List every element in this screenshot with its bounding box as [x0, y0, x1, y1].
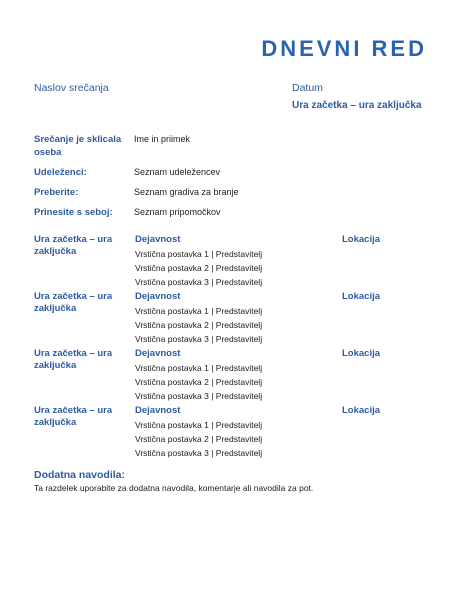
agenda-item: Vrstična postavka 3 | Predstavitelj — [135, 448, 263, 458]
agenda-activity: Dejavnost — [135, 234, 181, 245]
agenda-items — [135, 361, 262, 403]
agenda-items — [135, 247, 262, 289]
agenda-item: Vrstična postavka 2 | Predstavitelj — [135, 377, 263, 387]
info-value: Seznam gradiva za branje — [134, 187, 239, 197]
agenda-item: Vrstična postavka 3 | Predstavitelj — [135, 334, 263, 344]
agenda-blocks — [34, 234, 434, 462]
agenda-items — [135, 304, 262, 346]
meeting-info — [34, 133, 434, 226]
agenda-item: Vrstična postavka 2 | Predstavitelj — [135, 320, 263, 330]
info-value: Seznam udeležencev — [134, 167, 221, 177]
meeting-time-range: Ura začetka – ura zaključka — [292, 100, 422, 111]
info-label: Udeleženci: — [34, 167, 87, 178]
agenda-block — [34, 291, 434, 348]
agenda-time: Ura začetka – ura zaključka — [34, 234, 113, 257]
agenda-item: Vrstična postavka 1 | Predstavitelj — [135, 249, 263, 259]
info-row-bring — [34, 206, 434, 219]
notes-heading: Dodatna navodila: — [34, 469, 126, 481]
agenda-block — [34, 405, 434, 462]
info-row-organizer — [34, 133, 434, 159]
meeting-date: Datum — [292, 82, 323, 94]
agenda-item: Vrstična postavka 2 | Predstavitelj — [135, 434, 263, 444]
meeting-title: Naslov srečanja — [34, 82, 109, 94]
info-value: Ime in priimek — [134, 134, 191, 144]
agenda-location: Lokacija — [342, 291, 381, 302]
agenda-activity: Dejavnost — [135, 348, 181, 359]
info-row-reading — [34, 186, 434, 199]
notes-text: Ta razdelek uporabite za dodatna navodila, komentarje ali navodila za pot. — [34, 483, 314, 493]
info-row-attendees — [34, 166, 434, 179]
info-value: Seznam pripomočkov — [134, 207, 221, 217]
info-label: Srečanje je sklicala oseba — [34, 134, 122, 158]
agenda-location: Lokacija — [342, 348, 381, 359]
info-label: Preberite: — [34, 187, 79, 198]
agenda-item: Vrstična postavka 1 | Predstavitelj — [135, 306, 263, 316]
agenda-block — [34, 234, 434, 291]
agenda-item: Vrstična postavka 2 | Predstavitelj — [135, 263, 263, 273]
agenda-time: Ura začetka – ura zaključka — [34, 405, 113, 428]
agenda-item: Vrstična postavka 3 | Predstavitelj — [135, 277, 263, 287]
agenda-location: Lokacija — [342, 405, 381, 416]
agenda-item: Vrstična postavka 1 | Predstavitelj — [135, 420, 263, 430]
document-title: DNEVNI RED — [261, 36, 427, 61]
agenda-items — [135, 418, 262, 460]
info-label: Prinesite s seboj: — [34, 207, 113, 218]
agenda-activity: Dejavnost — [135, 405, 181, 416]
agenda-item: Vrstična postavka 3 | Predstavitelj — [135, 391, 263, 401]
agenda-item: Vrstična postavka 1 | Predstavitelj — [135, 363, 263, 373]
agenda-time: Ura začetka – ura zaključka — [34, 291, 113, 314]
agenda-time: Ura začetka – ura zaključka — [34, 348, 113, 371]
agenda-location: Lokacija — [342, 234, 381, 245]
agenda-activity: Dejavnost — [135, 291, 181, 302]
agenda-block — [34, 348, 434, 405]
